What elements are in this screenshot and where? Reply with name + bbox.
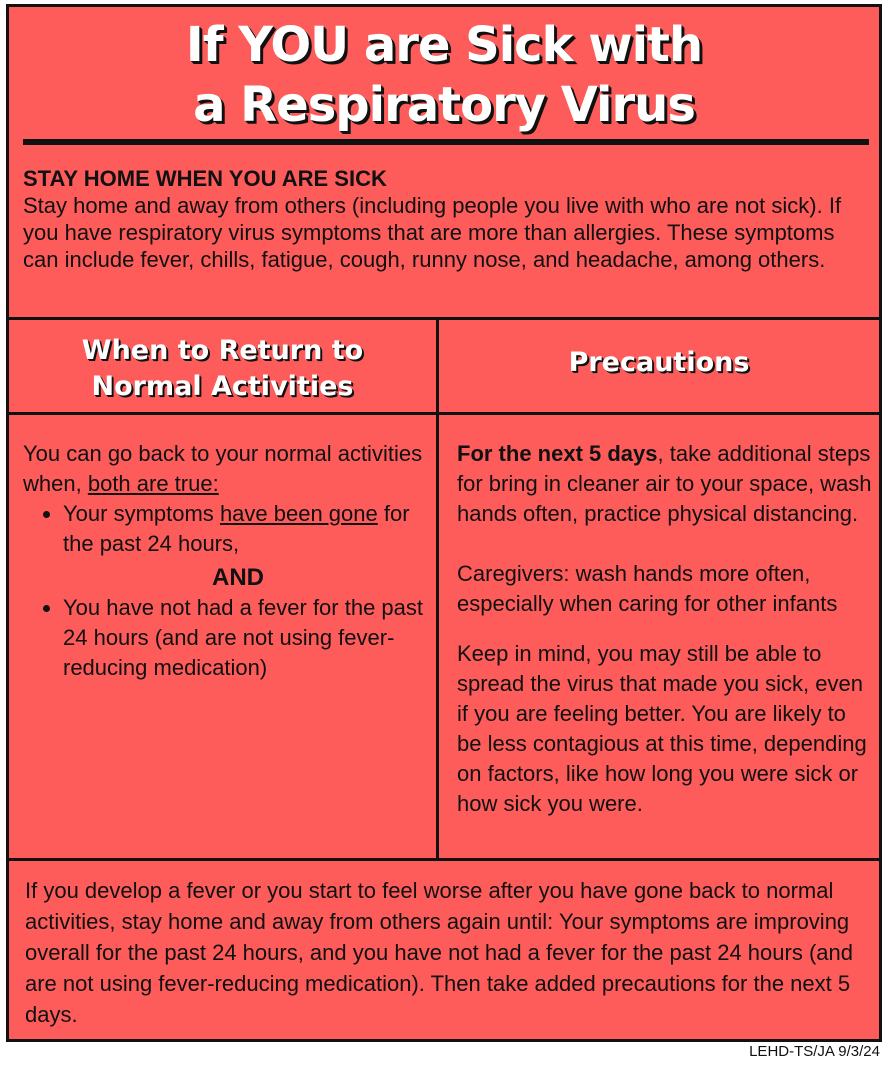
- list-item: [63, 499, 423, 559]
- precautions-section: [457, 439, 875, 819]
- return-lead: [23, 439, 423, 499]
- title-line-2: a Respiratory Virus: [193, 77, 695, 133]
- return-lead-text: You can go back to your normal activities when,: [23, 441, 423, 496]
- divider-bottom: [9, 858, 879, 861]
- bullet1-post: for the past 24 hours,: [63, 501, 410, 556]
- bottom-note: If you develop a fever or you start to feel worse after you have gone back to normal activities, stay home and away from others again until: Your symptoms are improving overall for the past 24 hours, and you have not had a fever for the past 24 hours (and are not using fever-reducing medication). Then take added precautions for the next 5 days.: [25, 878, 853, 1027]
- bullet1-underlined: have been gone: [219, 501, 378, 526]
- and-connector: AND: [212, 564, 264, 591]
- right-column-header: Precautions: [568, 347, 750, 378]
- column-divider: [436, 317, 439, 860]
- return-criteria-list: [23, 499, 423, 559]
- return-criteria: [23, 439, 423, 683]
- title-divider: [23, 139, 869, 145]
- left-header-line-2: Normal Activities: [91, 371, 354, 402]
- precautions-p3: Keep in mind, you may still be able to spread the virus that made you sick, even if you are feeling better. You are likely to be less contagious at this time, depending on factors, like how long you were sick or how sick you were.: [457, 641, 867, 816]
- flyer-frame: [6, 4, 882, 1042]
- divider-intro: [9, 317, 879, 320]
- precautions-p2: Caregivers: wash hands more often, especially when caring for other infants: [457, 561, 838, 616]
- left-header-line-1: When to Return to: [81, 335, 364, 366]
- return-criteria-list-2: [23, 593, 423, 683]
- bullet1-text: Your symptoms: [63, 501, 214, 526]
- left-column-header: [9, 333, 436, 405]
- list-item: • You have not had a fever for the past 24 hours (and are not using fever-reducing medication): [63, 593, 423, 683]
- title-line-1: If YOU are Sick with: [185, 17, 703, 73]
- return-lead-underlined: both are true:: [87, 471, 219, 496]
- precautions-p1-text: , take additional steps for bring in cleaner air to your space, wash hands often, practice physical distancing.: [457, 441, 872, 526]
- intro-heading: STAY HOME WHEN YOU ARE SICK: [23, 166, 387, 191]
- precautions-p1: [457, 439, 875, 529]
- precautions-bold: For the next 5 days: [457, 441, 658, 466]
- intro-text: Stay home and away from others (including people you live with who are not sick). If you have respiratory virus symptoms that are more than allergies. These symptoms can include fever, chills, fatigue, cough, runny nose, and headache, among others.: [23, 193, 842, 272]
- intro-section: [23, 165, 869, 273]
- divider-headers: [9, 412, 879, 415]
- flyer-title: [9, 15, 879, 135]
- document-code: LEHD-TS/JA 9/3/24: [749, 1043, 880, 1060]
